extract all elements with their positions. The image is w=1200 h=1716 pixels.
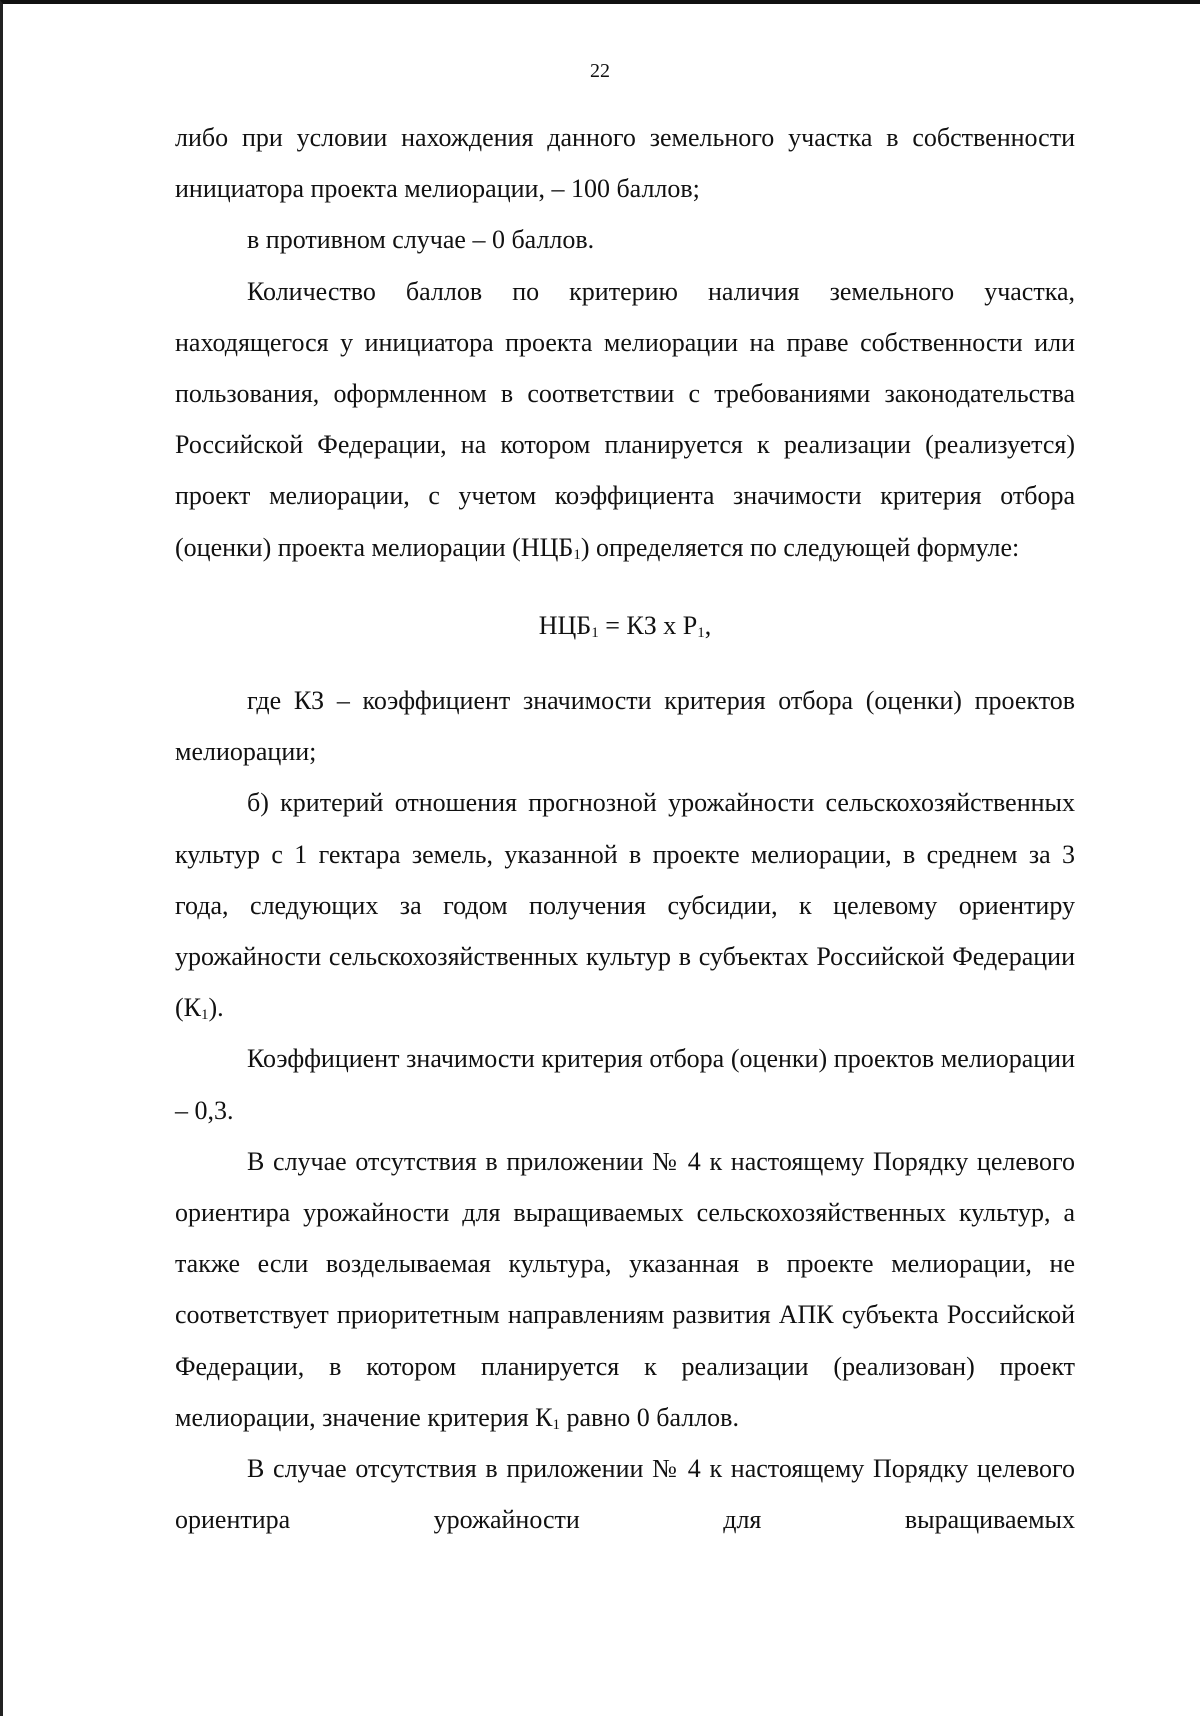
formula-lhs: НЦБ bbox=[538, 610, 592, 640]
paragraph-1: либо при условии нахождения данного земельного участка в собственности инициатора проекта мелиорации, – 100 баллов; bbox=[175, 123, 1075, 204]
paragraph-7-subscript: 1 bbox=[552, 1416, 560, 1433]
paragraph-7 bbox=[175, 1136, 1075, 1443]
paragraph-3-end: ) определяется по следующей формуле: bbox=[580, 532, 1020, 562]
paragraph-2: в противном случае – 0 баллов. bbox=[247, 225, 595, 255]
paragraph-7-end: равно 0 баллов. bbox=[560, 1402, 739, 1432]
paragraph-8: В случае отсутствия в приложении № 4 к настоящему Порядку целевого ориентира урожайности для выращиваемых bbox=[175, 1454, 1075, 1535]
paragraph-3-subscript: 1 bbox=[573, 546, 581, 563]
page-number: 22 bbox=[590, 60, 610, 82]
paragraph-4: где КЗ – коэффициент значимости критерия отбора (оценки) проектов мелиорации; bbox=[175, 686, 1075, 767]
paragraph-5-text: б) критерий отношения прогнозной урожайности сельскохозяйственных культур с 1 гектара земель, указанной в проекте мелиорации, в среднем за 3 года, следующих за годом получения субсидии, к целевому ориентиру урожайности сельскохозяйственных культур в субъектах Российской Федерации (К bbox=[175, 788, 1075, 1023]
formula-subscript-2: 1 bbox=[697, 624, 705, 641]
formula bbox=[175, 600, 1075, 651]
formula-subscript-1: 1 bbox=[591, 624, 599, 641]
formula-comma: , bbox=[704, 610, 712, 640]
paragraph-5 bbox=[175, 777, 1075, 1033]
paragraph-3-text: Количество баллов по критерию наличия земельного участка, находящегося у инициатора проекта мелиорации на праве собственности или пользования, оформленном в соответствии с требованиями законодательства Российской Федерации, на котором планируется к реализации (реализуется) проект мелиорации, с учетом коэффициента значимости критерия отбора (оценки) проекта мелиорации (НЦБ bbox=[175, 276, 1075, 562]
paragraph-3 bbox=[175, 266, 1075, 573]
paragraph-7-text: В случае отсутствия в приложении № 4 к настоящему Порядку целевого ориентира урожайности для выращиваемых сельскохозяйственных культур, а также если возделываемая культура, указанная в проекте мелиорации, не соответствует приоритетным направлениям развития АПК субъекта Российской Федерации, в котором планируется к реализации (реализован) проект мелиорации, значение критерия К bbox=[175, 1146, 1075, 1432]
paragraph-5-end: ). bbox=[208, 993, 224, 1023]
formula-rhs: = КЗ x Р bbox=[598, 610, 698, 640]
paragraph-6: Коэффициент значимости критерия отбора (оценки) проектов мелиорации – 0,3. bbox=[175, 1044, 1075, 1125]
paragraph-5-subscript: 1 bbox=[201, 1007, 209, 1024]
document-body bbox=[175, 112, 1075, 1545]
